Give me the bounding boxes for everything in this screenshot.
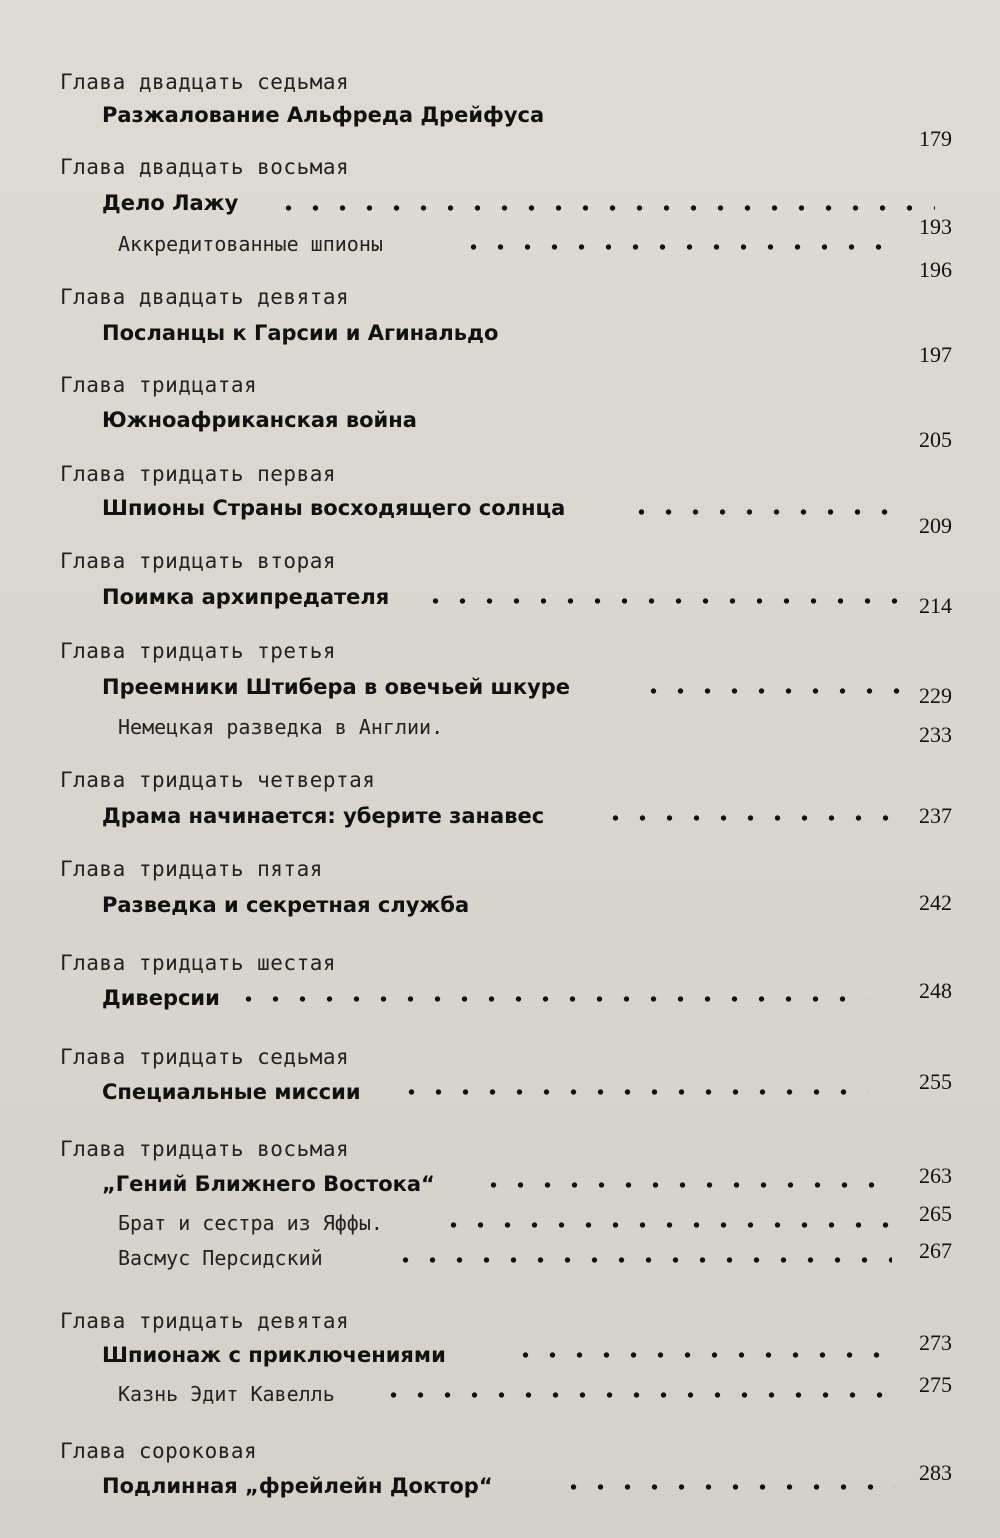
chapter-label: Глава тридцать первая <box>60 462 337 486</box>
section-title: Аккредитованные шпионы <box>118 232 383 256</box>
chapter-label: Глава тридцатая <box>60 373 258 397</box>
chapter-label: Глава тридцать четвертая <box>60 768 376 792</box>
page-number: 263 <box>919 1163 952 1188</box>
chapter-title: Преемники Штибера в овечьей шкуре <box>102 675 571 699</box>
leader-dots <box>640 688 900 694</box>
page-number: 197 <box>919 342 952 367</box>
chapter-title: Поимка архипредателя <box>102 585 390 609</box>
page-number: 265 <box>919 1201 952 1226</box>
chapter-label: Глава двадцать девятая <box>60 285 350 309</box>
page-number: 205 <box>919 427 952 452</box>
page-number: 275 <box>919 1372 952 1397</box>
section-title: Брат и сестра из Яффы. <box>118 1211 383 1235</box>
leader-dots <box>440 1222 890 1228</box>
page-number: 273 <box>919 1330 952 1355</box>
page-number: 248 <box>919 978 952 1003</box>
leader-dots <box>398 1089 868 1095</box>
chapter-title: Драма начинается: уберите занавес <box>102 804 545 828</box>
chapter-title: „Гений Ближнего Востока“ <box>102 1172 435 1196</box>
page-number: 283 <box>919 1460 952 1485</box>
page-number: 179 <box>919 126 952 151</box>
chapter-label: Глава тридцать шестая <box>60 951 337 975</box>
chapter-title: Шпионаж с приключениями <box>102 1343 446 1367</box>
leader-dots <box>560 1484 895 1490</box>
chapter-title: Шпионы Страны восходящего солнца <box>102 496 566 520</box>
leader-dots <box>628 509 898 515</box>
page-number: 209 <box>919 513 952 538</box>
page-number: 242 <box>919 890 952 915</box>
page-number: 193 <box>919 214 952 239</box>
chapter-title: Посланцы к Гарсии и Агинальдо <box>102 321 499 345</box>
leader-dots <box>235 996 867 1002</box>
chapter-label: Глава тридцать девятая <box>60 1309 350 1333</box>
leader-dots <box>602 815 902 821</box>
leader-dots <box>422 598 902 604</box>
chapter-title: Южноафриканская война <box>102 408 417 432</box>
page-number: 267 <box>919 1238 952 1263</box>
chapter-label: Глава тридцать восьмая <box>60 1137 350 1161</box>
leader-dots <box>460 244 895 250</box>
leader-dots <box>392 1257 892 1263</box>
chapter-label: Глава тридцать вторая <box>60 549 337 573</box>
leader-dots <box>512 1352 892 1358</box>
chapter-label: Глава тридцать седьмая <box>60 1045 350 1069</box>
chapter-label: Глава сороковая <box>60 1439 258 1463</box>
page-number: 233 <box>919 722 952 747</box>
chapter-title: Разжалование Альфреда Дрейфуса <box>102 103 545 127</box>
chapter-title: Подлинная „фрейлейн Доктор“ <box>102 1474 493 1498</box>
page-number: 214 <box>919 593 952 618</box>
chapter-label: Глава двадцать седьмая <box>60 70 350 94</box>
leader-dots <box>275 205 935 211</box>
section-title: Казнь Эдит Кавелль <box>118 1382 335 1406</box>
page-number: 196 <box>919 257 952 282</box>
chapter-label: Глава тридцать третья <box>60 639 337 663</box>
chapter-label: Глава двадцать восьмая <box>60 155 350 179</box>
chapter-title: Дело Лажу <box>102 191 239 215</box>
page-number: 237 <box>919 803 952 828</box>
chapter-label: Глава тридцать пятая <box>60 857 323 881</box>
page-number: 229 <box>919 683 952 708</box>
page-number: 255 <box>919 1069 952 1094</box>
leader-dots <box>380 1392 892 1398</box>
section-title: Немецкая разведка в Англии. <box>118 715 444 739</box>
chapter-title: Диверсии <box>102 986 220 1010</box>
chapter-title: Специальные миссии <box>102 1080 361 1104</box>
chapter-title: Разведка и секретная служба <box>102 893 470 917</box>
section-title: Васмус Персидский <box>118 1246 323 1270</box>
leader-dots <box>480 1182 885 1188</box>
